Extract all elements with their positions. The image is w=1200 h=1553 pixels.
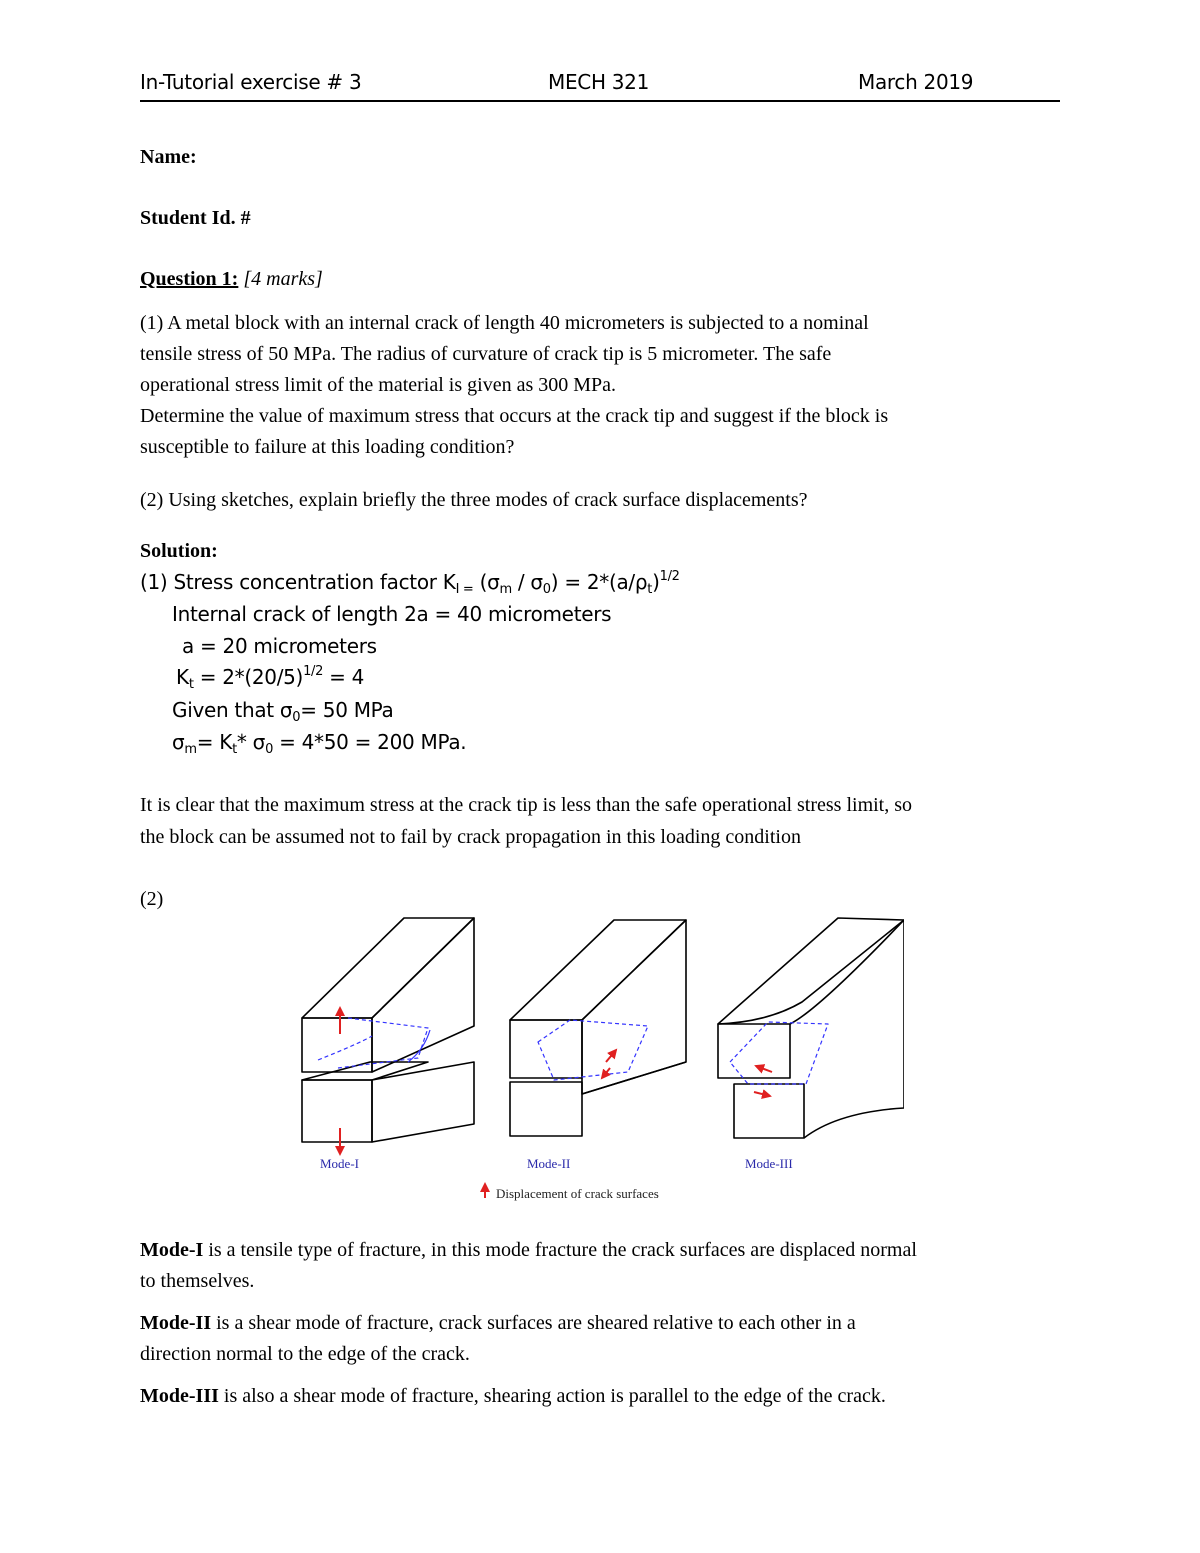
- mode1-side-face: [372, 918, 474, 1072]
- mode2-arrow-a: [606, 1050, 616, 1062]
- mode1-caption: Mode-I: [320, 1156, 359, 1171]
- mode2-description-line2: direction normal to the edge of the crack.: [140, 1343, 470, 1365]
- question-part1-line4: Determine the value of maximum stress that occurs at the crack tip and suggest if the block is: [140, 405, 889, 427]
- conclusion-line1: It is clear that the maximum stress at the crack tip is less than the safe operational stress limit, so: [140, 794, 913, 816]
- mode1-crack-lower-face: [302, 1062, 428, 1080]
- mode3-arrow-a: [756, 1066, 772, 1072]
- solution-eq3: a = 20 micrometers: [182, 634, 377, 658]
- header-rule: [140, 100, 1060, 102]
- header-left: In-Tutorial exercise # 3: [140, 70, 362, 94]
- mode2-front-upper: [510, 1020, 582, 1078]
- header-course: MECH 321: [548, 70, 650, 94]
- question-heading: [140, 264, 323, 295]
- mode1-description-line1: Mode-I is a tensile type of fracture, in this mode fracture the crack surfaces are displaced normal: [140, 1239, 917, 1261]
- mode3-side-face: [790, 920, 904, 1138]
- mode2-side-face: [582, 920, 686, 1094]
- question-part1-line2: tensile stress of 50 MPa. The radius of curvature of crack tip is 5 micrometer. The safe: [140, 343, 832, 365]
- mode3-top-face: [718, 918, 904, 1024]
- student-id-label: Student Id. #: [140, 207, 251, 229]
- mode2-front-lower: [510, 1082, 582, 1136]
- mode2-arrow-b: [602, 1068, 610, 1078]
- conclusion-line2: the block can be assumed not to fail by crack propagation in this loading condition: [140, 826, 801, 848]
- mode1-front-lower: [302, 1080, 372, 1142]
- solution-eq2: Internal crack of length 2a = 40 micrometers: [172, 602, 612, 626]
- question-title: Question 1:: [140, 268, 239, 290]
- mode1-side-lower: [372, 1062, 474, 1142]
- mode3-front-upper: [718, 1024, 790, 1078]
- mode3-arrow-b: [754, 1092, 770, 1096]
- question-marks: [4 marks]: [243, 268, 323, 290]
- solution-eq1: (1) Stress concentration factor $K_{I =}$ $(\sigma_m / \sigma_0) = 2*(a/\rho_t)^{1/2}$: [140, 569, 680, 597]
- mode1-block-diagram: [302, 918, 474, 1154]
- name-label: Name:: [140, 146, 197, 168]
- header-date: March 2019: [858, 70, 974, 94]
- mode3-caption: Mode-III: [745, 1156, 793, 1171]
- solution-title: Solution:: [140, 540, 218, 562]
- mode2-block-diagram: [510, 920, 686, 1136]
- solution-eq6: $\sigma_m= K_t*$ $\sigma_0 = 4*50 = 200$ MPa.: [172, 730, 467, 757]
- solution-eq5: Given that $\sigma_0= 50$ MPa: [172, 698, 394, 725]
- legend-text: Displacement of crack surfaces: [496, 1186, 659, 1201]
- mode2-description-line1: Mode-II is a shear mode of fracture, crack surfaces are sheared relative to each other in a: [140, 1312, 856, 1334]
- crack-modes-svg: [298, 912, 904, 1208]
- solution-eq4: $K_t = 2*(20/5)^{1/2} = 4$: [176, 664, 365, 692]
- question-part1-line5: susceptible to failure at this loading condition?: [140, 436, 515, 458]
- question-part1-line3: operational stress limit of the material is given as 300 MPa.: [140, 374, 617, 396]
- question-part2: (2) Using sketches, explain briefly the three modes of crack surface displacements?: [140, 489, 808, 511]
- mode1-description-line2: to themselves.: [140, 1270, 255, 1292]
- mode3-block-diagram: [718, 918, 904, 1138]
- question-part1-line1: (1) A metal block with an internal crack of length 40 micrometers is subjected to a nominal: [140, 312, 869, 334]
- mode3-description: Mode-III is also a shear mode of fracture, shearing action is parallel to the edge of the crack.: [140, 1385, 886, 1407]
- mode2-caption: Mode-II: [527, 1156, 571, 1171]
- mode3-front-lower: [734, 1084, 804, 1138]
- crack-modes-figure: [298, 912, 904, 1208]
- part2-label: (2): [140, 888, 164, 910]
